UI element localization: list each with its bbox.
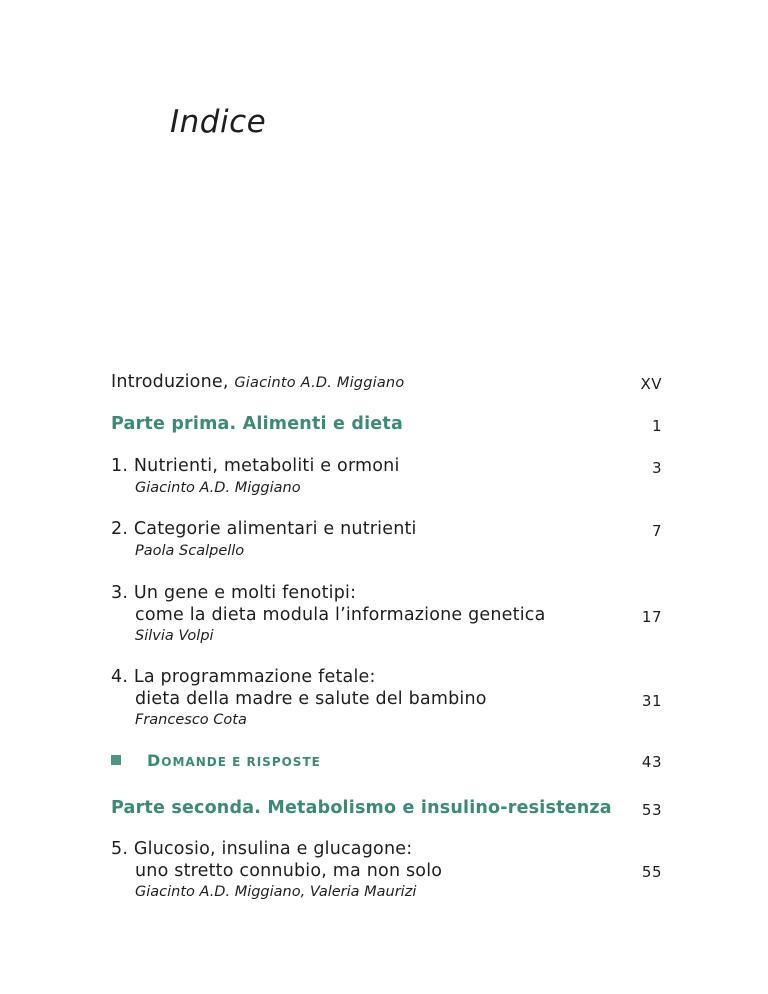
chapter-author: Giacinto A.D. Miggiano xyxy=(135,480,301,496)
chapter-title-line-2: come la dieta modula l’informazione genetica xyxy=(135,605,546,625)
toc-chapter-1[interactable] xyxy=(111,455,400,477)
chapter-number: 3. xyxy=(111,583,129,603)
page-number: 53 xyxy=(641,801,662,819)
chapter-title-line-1: La programmazione fetale: xyxy=(133,667,376,687)
chapter-title-line-1: Un gene e molti fenotipi: xyxy=(133,583,357,603)
qa-label-rest: OMANDE E RISPOSTE xyxy=(161,755,321,769)
chapter-title: Categorie alimentari e nutrienti xyxy=(133,519,417,539)
chapter-title-line-2: dieta della madre e salute del bambino xyxy=(135,689,487,709)
page-number: 7 xyxy=(651,522,662,540)
toc-part-heading[interactable]: Parte prima. Alimenti e dieta xyxy=(111,414,403,434)
page-number: XV xyxy=(640,375,662,393)
chapter-number: 4. xyxy=(111,667,129,687)
chapter-author: Silvia Volpi xyxy=(135,628,214,644)
toc-entry-introduction[interactable] xyxy=(111,371,404,394)
toc-qa-section[interactable] xyxy=(147,750,321,773)
chapter-title-line-1: Glucosio, insulina e glucagone: xyxy=(133,839,413,859)
page-number: 1 xyxy=(651,417,662,435)
page-number: 17 xyxy=(641,608,662,626)
toc-chapter-3[interactable] xyxy=(111,582,356,604)
chapter-title: Nutrienti, metaboliti e ormoni xyxy=(133,456,400,476)
page-number: 43 xyxy=(641,753,662,771)
toc-chapter-5[interactable] xyxy=(111,838,412,860)
page-number: 55 xyxy=(641,863,662,881)
square-bullet-icon xyxy=(111,755,121,765)
chapter-number: 2. xyxy=(111,519,129,539)
page-title: Indice xyxy=(170,104,267,140)
page-number: 3 xyxy=(651,459,662,477)
page-number: 31 xyxy=(641,692,662,710)
chapter-author: Paola Scalpello xyxy=(135,543,245,559)
chapter-author: Francesco Cota xyxy=(135,712,247,728)
chapter-title-line-2: uno stretto connubio, ma non solo xyxy=(135,861,443,881)
entry-label: Introduzione, xyxy=(111,372,229,392)
entry-author: Giacinto A.D. Miggiano xyxy=(234,375,405,391)
chapter-number: 1. xyxy=(111,456,129,476)
chapter-number: 5. xyxy=(111,839,129,859)
toc-chapter-2[interactable] xyxy=(111,518,417,540)
toc-part-heading[interactable]: Parte seconda. Metabolismo e insulino-resistenza xyxy=(111,798,612,818)
toc-chapter-4[interactable] xyxy=(111,666,376,688)
qa-initial: D xyxy=(147,751,162,770)
chapter-author: Giacinto A.D. Miggiano, Valeria Maurizi xyxy=(135,884,417,900)
